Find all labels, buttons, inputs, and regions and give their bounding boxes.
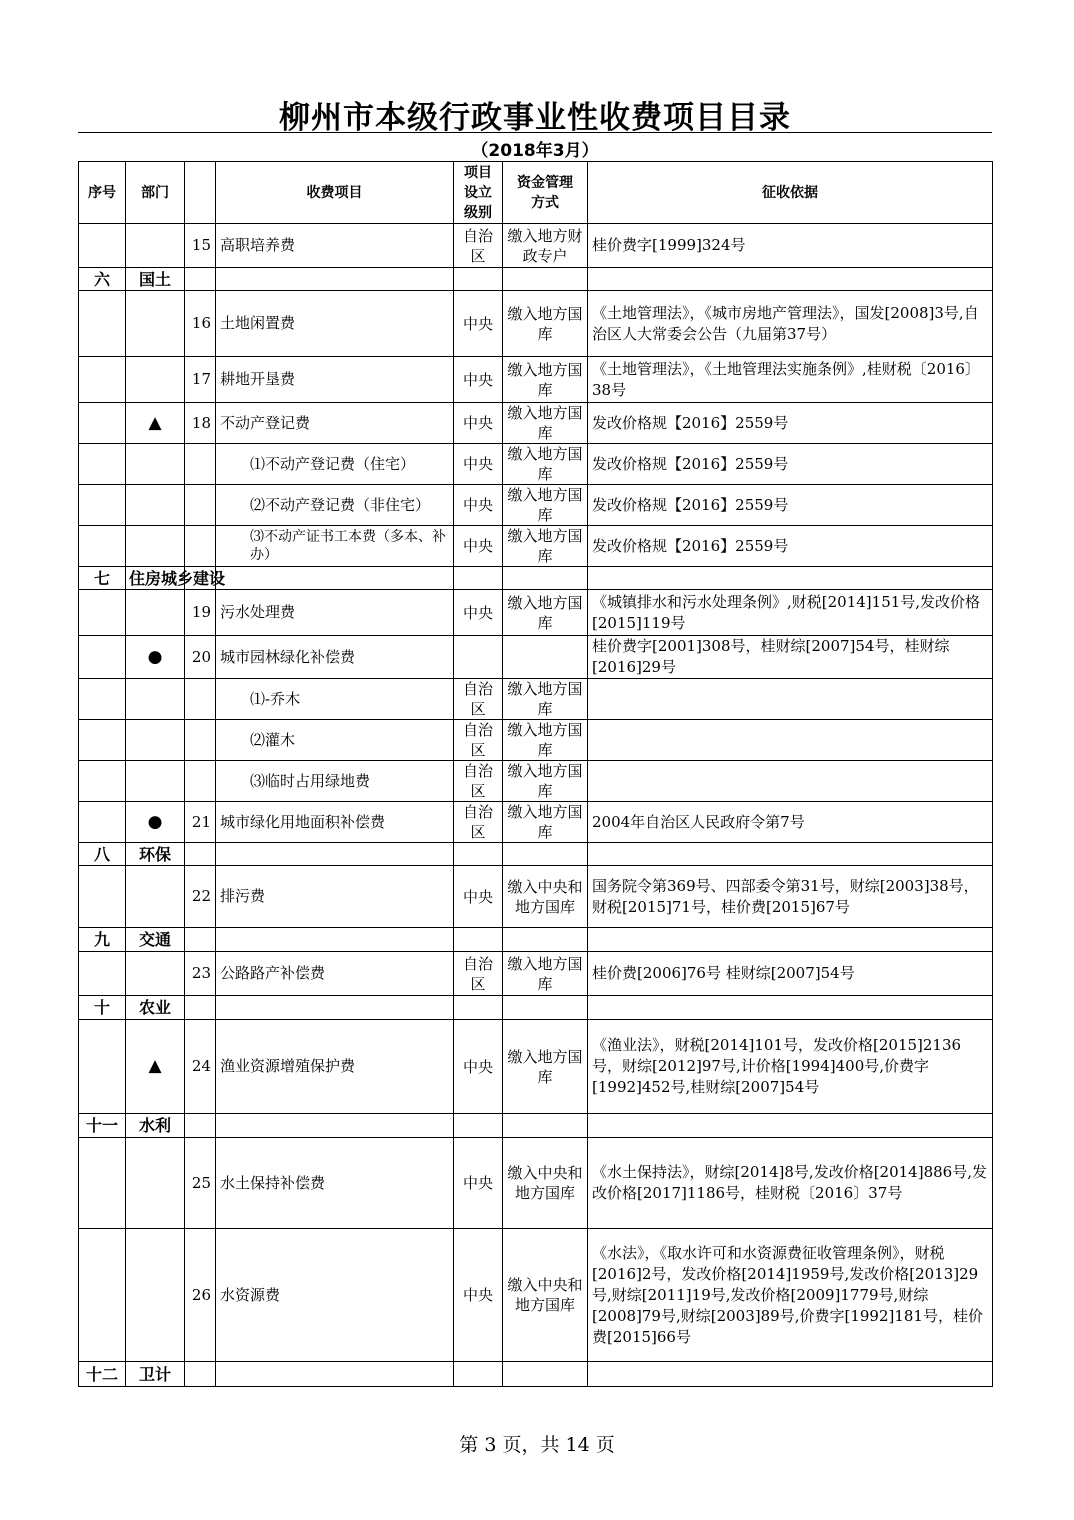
header-basis: 征收依据 xyxy=(588,162,993,224)
row-fund-method: 缴入地方财政专户 xyxy=(503,224,588,268)
row-basis: 《土地管理法》，《土地管理法实施条例》,桂财税〔2016〕38号 xyxy=(588,357,993,403)
section-row xyxy=(79,843,993,866)
title-underline xyxy=(78,132,992,133)
row-number: 23 xyxy=(185,952,216,996)
row-fund-method: 缴入地方国库 xyxy=(503,444,588,485)
empty-cell xyxy=(454,1114,503,1138)
row-basis: 发改价格规【2016】2559号 xyxy=(588,526,993,567)
row-fee-item: ⑵不动产登记费（非住宅） xyxy=(216,485,454,526)
row-level: 中央 xyxy=(454,590,503,636)
empty-cell xyxy=(216,268,454,291)
empty-cell xyxy=(454,567,503,590)
table-row xyxy=(79,1229,993,1362)
row-number: 25 xyxy=(185,1138,216,1229)
table-row xyxy=(79,1020,993,1114)
row-level: 中央 xyxy=(454,1229,503,1362)
row-number: 26 xyxy=(185,1229,216,1362)
row-seq xyxy=(79,526,126,567)
table-row xyxy=(79,866,993,928)
row-number: 18 xyxy=(185,403,216,444)
empty-cell xyxy=(216,843,454,866)
empty-cell xyxy=(503,268,588,291)
row-level: 中央 xyxy=(454,357,503,403)
row-fee-item: 高职培养费 xyxy=(216,224,454,268)
table-row xyxy=(79,357,993,403)
table-row xyxy=(79,291,993,357)
row-level: 自治区 xyxy=(454,224,503,268)
table-row xyxy=(79,679,993,720)
row-fee-item: 渔业资源增殖保护费 xyxy=(216,1020,454,1114)
empty-cell xyxy=(588,928,993,952)
row-basis: 桂价费字[2001]308号，桂财综[2007]54号，桂财综[2016]29号 xyxy=(588,636,993,679)
header-num xyxy=(185,162,216,224)
empty-cell xyxy=(588,996,993,1020)
row-dept-marker xyxy=(126,1138,185,1229)
row-dept-marker: ● xyxy=(126,802,185,843)
empty-cell xyxy=(454,928,503,952)
empty-cell xyxy=(503,1362,588,1387)
empty-cell xyxy=(588,567,993,590)
empty-cell xyxy=(588,1114,993,1138)
row-fund-method: 缴入中央和地方国库 xyxy=(503,1138,588,1229)
row-seq xyxy=(79,1138,126,1229)
row-level: 自治区 xyxy=(454,761,503,802)
row-basis: 桂价费字[1999]324号 xyxy=(588,224,993,268)
section-number: 六 xyxy=(79,268,126,291)
row-fee-item: 城市园林绿化补偿费 xyxy=(216,636,454,679)
row-dept-marker xyxy=(126,485,185,526)
empty-cell xyxy=(588,268,993,291)
row-basis: 桂价费[2006]76号 桂财综[2007]54号 xyxy=(588,952,993,996)
row-fund-method: 缴入地方国库 xyxy=(503,679,588,720)
row-fund-method: 缴入地方国库 xyxy=(503,761,588,802)
row-number: 24 xyxy=(185,1020,216,1114)
row-level: 自治区 xyxy=(454,952,503,996)
row-fee-item: 公路路产补偿费 xyxy=(216,952,454,996)
row-level: 自治区 xyxy=(454,679,503,720)
section-department: 交通 xyxy=(126,928,185,952)
row-level: 中央 xyxy=(454,526,503,567)
empty-cell xyxy=(216,928,454,952)
row-fee-item: 排污费 xyxy=(216,866,454,928)
section-row xyxy=(79,268,993,291)
row-fee-item: ⑴-乔木 xyxy=(216,679,454,720)
section-department: 住房城乡建设 xyxy=(126,567,185,590)
row-level: 中央 xyxy=(454,1020,503,1114)
empty-cell xyxy=(503,567,588,590)
section-row xyxy=(79,996,993,1020)
row-dept-marker: ▲ xyxy=(126,1020,185,1114)
empty-cell xyxy=(216,1362,454,1387)
empty-cell xyxy=(588,1362,993,1387)
header-level: 项目设立级别 xyxy=(454,162,503,224)
table-row xyxy=(79,761,993,802)
empty-cell xyxy=(216,1114,454,1138)
empty-cell xyxy=(185,1362,216,1387)
row-seq xyxy=(79,761,126,802)
row-basis xyxy=(588,679,993,720)
header-item: 收费项目 xyxy=(216,162,454,224)
row-level: 中央 xyxy=(454,403,503,444)
row-fee-item: 水土保持补偿费 xyxy=(216,1138,454,1229)
row-number xyxy=(185,679,216,720)
empty-cell xyxy=(454,996,503,1020)
section-number: 七 xyxy=(79,567,126,590)
header-seq: 序号 xyxy=(79,162,126,224)
row-dept-marker xyxy=(126,761,185,802)
row-dept-marker: ● xyxy=(126,636,185,679)
row-basis xyxy=(588,761,993,802)
row-dept-marker xyxy=(126,291,185,357)
table-row xyxy=(79,224,993,268)
section-row xyxy=(79,1362,993,1387)
table-row xyxy=(79,485,993,526)
row-seq xyxy=(79,866,126,928)
row-fee-item: 城市绿化用地面积补偿费 xyxy=(216,802,454,843)
section-number: 十一 xyxy=(79,1114,126,1138)
row-fund-method: 缴入地方国库 xyxy=(503,485,588,526)
row-fund-method: 缴入地方国库 xyxy=(503,403,588,444)
section-department: 国土 xyxy=(126,268,185,291)
row-fund-method: 缴入地方国库 xyxy=(503,291,588,357)
row-fund-method: 缴入中央和地方国库 xyxy=(503,866,588,928)
row-basis: 2004年自治区人民政府令第7号 xyxy=(588,802,993,843)
table-row xyxy=(79,720,993,761)
row-seq xyxy=(79,357,126,403)
row-seq xyxy=(79,952,126,996)
empty-cell xyxy=(454,1362,503,1387)
row-dept-marker xyxy=(126,590,185,636)
row-level: 中央 xyxy=(454,485,503,526)
row-fee-item: 污水处理费 xyxy=(216,590,454,636)
row-level: 中央 xyxy=(454,291,503,357)
row-number xyxy=(185,761,216,802)
row-dept-marker xyxy=(126,357,185,403)
row-basis: 国务院令第369号、四部委令第31号，财综[2003]38号，财税[2015]71号，桂价费[2015]67号 xyxy=(588,866,993,928)
section-number: 八 xyxy=(79,843,126,866)
row-fee-item: ⑴不动产登记费（住宅） xyxy=(216,444,454,485)
row-basis: 《水法》，《取水许可和水资源费征收管理条例》，财税[2016]2号，发改价格[2014]1959号,发改价格[2013]29号,财综[2011]19号,发改价格[2009]1779号,财综[2008]79号,财综[2003]89号,价费字[1992]181号，桂价费[2015]66号 xyxy=(588,1229,993,1362)
section-department: 环保 xyxy=(126,843,185,866)
section-number: 九 xyxy=(79,928,126,952)
row-fund-method: 缴入地方国库 xyxy=(503,952,588,996)
row-fee-item: ⑶临时占用绿地费 xyxy=(216,761,454,802)
row-dept-marker xyxy=(126,952,185,996)
header-fund: 资金管理方式 xyxy=(503,162,588,224)
row-number: 16 xyxy=(185,291,216,357)
table-row xyxy=(79,636,993,679)
empty-cell xyxy=(185,996,216,1020)
row-dept-marker: ▲ xyxy=(126,403,185,444)
empty-cell xyxy=(503,1114,588,1138)
row-seq xyxy=(79,224,126,268)
row-dept-marker xyxy=(126,444,185,485)
empty-cell xyxy=(185,268,216,291)
row-number: 20 xyxy=(185,636,216,679)
table-row xyxy=(79,526,993,567)
section-row xyxy=(79,567,993,590)
table-body xyxy=(79,224,993,1387)
row-seq xyxy=(79,720,126,761)
empty-cell xyxy=(503,843,588,866)
row-fund-method: 缴入地方国库 xyxy=(503,590,588,636)
row-number xyxy=(185,720,216,761)
row-basis: 发改价格规【2016】2559号 xyxy=(588,485,993,526)
row-fee-item: 耕地开垦费 xyxy=(216,357,454,403)
section-number: 十二 xyxy=(79,1362,126,1387)
row-number: 21 xyxy=(185,802,216,843)
row-basis: 《城镇排水和污水处理条例》,财税[2014]151号,发改价格[2015]119号 xyxy=(588,590,993,636)
row-fund-method xyxy=(503,636,588,679)
row-fee-item: 不动产登记费 xyxy=(216,403,454,444)
empty-cell xyxy=(185,928,216,952)
row-fund-method: 缴入地方国库 xyxy=(503,720,588,761)
section-row xyxy=(79,1114,993,1138)
row-dept-marker xyxy=(126,720,185,761)
row-fund-method: 缴入地方国库 xyxy=(503,802,588,843)
row-basis xyxy=(588,720,993,761)
row-number xyxy=(185,485,216,526)
table-row xyxy=(79,952,993,996)
row-fee-item: ⑵灌木 xyxy=(216,720,454,761)
section-department: 农业 xyxy=(126,996,185,1020)
row-seq xyxy=(79,485,126,526)
empty-cell xyxy=(454,843,503,866)
row-level: 中央 xyxy=(454,866,503,928)
row-level: 中央 xyxy=(454,1138,503,1229)
empty-cell xyxy=(503,996,588,1020)
row-number: 22 xyxy=(185,866,216,928)
row-dept-marker xyxy=(126,866,185,928)
row-basis: 发改价格规【2016】2559号 xyxy=(588,403,993,444)
empty-cell xyxy=(503,928,588,952)
row-seq xyxy=(79,403,126,444)
row-fund-method: 缴入地方国库 xyxy=(503,357,588,403)
page-footer: 第 3 页，共 14 页 xyxy=(459,1434,615,1456)
empty-cell xyxy=(588,843,993,866)
header-dept: 部门 xyxy=(126,162,185,224)
row-seq xyxy=(79,636,126,679)
empty-cell xyxy=(216,567,454,590)
row-seq xyxy=(79,590,126,636)
row-fund-method: 缴入中央和地方国库 xyxy=(503,1229,588,1362)
row-fee-item: 土地闲置费 xyxy=(216,291,454,357)
row-level: 中央 xyxy=(454,444,503,485)
section-department: 卫计 xyxy=(126,1362,185,1387)
row-level: 自治区 xyxy=(454,802,503,843)
row-dept-marker xyxy=(126,679,185,720)
row-number xyxy=(185,444,216,485)
section-row xyxy=(79,928,993,952)
row-basis: 发改价格规【2016】2559号 xyxy=(588,444,993,485)
table-row xyxy=(79,802,993,843)
row-fee-item: 水资源费 xyxy=(216,1229,454,1362)
row-seq xyxy=(79,802,126,843)
empty-cell xyxy=(216,996,454,1020)
row-dept-marker xyxy=(126,224,185,268)
row-level: 自治区 xyxy=(454,720,503,761)
empty-cell xyxy=(185,1114,216,1138)
table-row xyxy=(79,403,993,444)
row-fee-item: ⑶不动产证书工本费（多本、补办） xyxy=(216,526,454,567)
row-seq xyxy=(79,1020,126,1114)
row-number: 17 xyxy=(185,357,216,403)
section-department: 水利 xyxy=(126,1114,185,1138)
row-number: 15 xyxy=(185,224,216,268)
empty-cell xyxy=(185,843,216,866)
row-seq xyxy=(79,291,126,357)
row-seq xyxy=(79,444,126,485)
table-header-row xyxy=(79,162,993,224)
row-number: 19 xyxy=(185,590,216,636)
row-basis: 《土地管理法》，《城市房地产管理法》，国发[2008]3号,自治区人大常委会公告（九届第37号） xyxy=(588,291,993,357)
empty-cell xyxy=(454,268,503,291)
row-dept-marker xyxy=(126,1229,185,1362)
row-seq xyxy=(79,679,126,720)
page-title: 柳州市本级行政事业性收费项目目录 xyxy=(279,100,791,136)
table-row xyxy=(79,1138,993,1229)
row-dept-marker xyxy=(126,526,185,567)
section-number: 十 xyxy=(79,996,126,1020)
row-fund-method: 缴入地方国库 xyxy=(503,526,588,567)
table-row xyxy=(79,590,993,636)
row-number xyxy=(185,526,216,567)
row-fund-method: 缴入地方国库 xyxy=(503,1020,588,1114)
fee-table xyxy=(78,161,993,1387)
page-subtitle: （2018年3月） xyxy=(471,141,599,161)
row-level xyxy=(454,636,503,679)
table-row xyxy=(79,444,993,485)
row-basis: 《渔业法》，财税[2014]101号，发改价格[2015]2136号，财综[2012]97号,计价格[1994]400号,价费字[1992]452号,桂财综[2007]54号 xyxy=(588,1020,993,1114)
row-basis: 《水土保持法》，财综[2014]8号,发改价格[2014]886号,发改价格[2017]1186号，桂财税〔2016〕37号 xyxy=(588,1138,993,1229)
row-seq xyxy=(79,1229,126,1362)
